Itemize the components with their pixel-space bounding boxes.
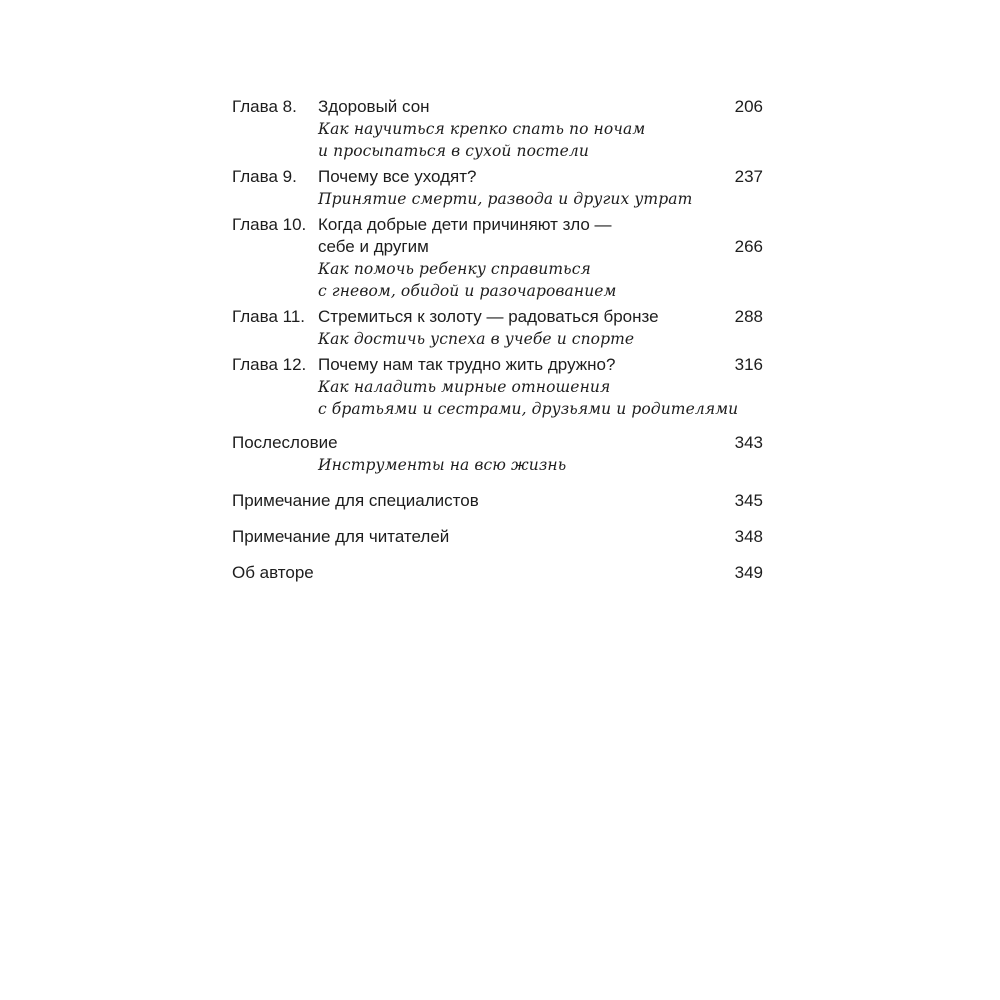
toc-entry-chapter-12 xyxy=(232,354,763,420)
chapter-subtitle-line: и просыпаться в сухой постели xyxy=(318,142,589,160)
back-matter-page-number: 345 xyxy=(734,491,763,510)
toc-entry-note-readers xyxy=(232,526,763,548)
toc-entry-main-row xyxy=(232,432,763,454)
toc-entry-chapter-11 xyxy=(232,306,763,350)
chapter-subtitle-line: с братьями и сестрами, друзьями и родителями xyxy=(318,400,739,418)
toc-entry-main-row xyxy=(232,306,763,328)
toc-entry-main-row xyxy=(232,214,763,236)
toc-entry-about-author xyxy=(232,562,763,584)
back-matter-title: Примечание для читателей xyxy=(232,527,450,546)
toc-entry-main-row xyxy=(232,490,763,512)
toc-entry-main-row xyxy=(232,166,763,188)
back-matter-page-number: 348 xyxy=(734,527,763,546)
chapter-title: Стремиться к золоту — радоваться бронзе xyxy=(318,307,659,326)
toc-entry-title-continuation-row xyxy=(232,236,763,258)
table-of-contents xyxy=(232,96,763,584)
chapter-label: Глава 10. xyxy=(232,215,307,234)
chapter-title-continued: себе и другим xyxy=(318,237,429,256)
chapter-subtitle-line: Как достичь успеха в учебе и спорте xyxy=(318,330,635,348)
toc-entry-main-row xyxy=(232,526,763,548)
back-matter-subtitle-line: Инструменты на всю жизнь xyxy=(318,456,567,474)
chapter-page-number: 288 xyxy=(734,307,763,326)
chapter-title: Когда добрые дети причиняют зло — xyxy=(318,215,612,234)
chapter-label: Глава 9. xyxy=(232,167,297,186)
chapter-label: Глава 8. xyxy=(232,97,297,116)
back-matter-page-number: 343 xyxy=(734,433,763,452)
back-matter-title: Примечание для специалистов xyxy=(232,491,479,510)
toc-entry-chapter-10 xyxy=(232,214,763,302)
back-matter-title: Послесловие xyxy=(232,433,338,452)
toc-entry-afterword xyxy=(232,432,763,476)
chapter-page-number: 237 xyxy=(734,167,763,186)
chapter-title: Почему нам так трудно жить дружно? xyxy=(318,355,616,374)
chapter-subtitle-line: Как наладить мирные отношения xyxy=(318,378,611,396)
chapter-label: Глава 12. xyxy=(232,355,307,374)
chapter-title: Здоровый сон xyxy=(318,97,430,116)
chapter-label: Глава 11. xyxy=(232,307,306,326)
chapter-page-number: 266 xyxy=(734,237,763,256)
toc-back-matter xyxy=(232,432,763,584)
chapter-page-number: 316 xyxy=(734,355,763,374)
chapter-title: Почему все уходят? xyxy=(318,167,477,186)
chapter-subtitle-line: с гневом, обидой и разочарованием xyxy=(318,282,617,300)
chapter-subtitle-line: Как научиться крепко спать по ночам xyxy=(318,120,646,138)
toc-entry-note-specialists xyxy=(232,490,763,512)
back-matter-page-number: 349 xyxy=(734,563,763,582)
toc-entry-chapter-8 xyxy=(232,96,763,162)
toc-entry-chapter-9 xyxy=(232,166,763,210)
toc-entry-main-row xyxy=(232,562,763,584)
toc-entry-main-row xyxy=(232,354,763,376)
chapter-subtitle-line: Как помочь ребенку справиться xyxy=(318,260,591,278)
back-matter-title: Об авторе xyxy=(232,563,314,582)
chapter-page-number: 206 xyxy=(734,97,763,116)
toc-entry-main-row xyxy=(232,96,763,118)
chapter-subtitle-line: Принятие смерти, развода и других утрат xyxy=(318,190,693,208)
